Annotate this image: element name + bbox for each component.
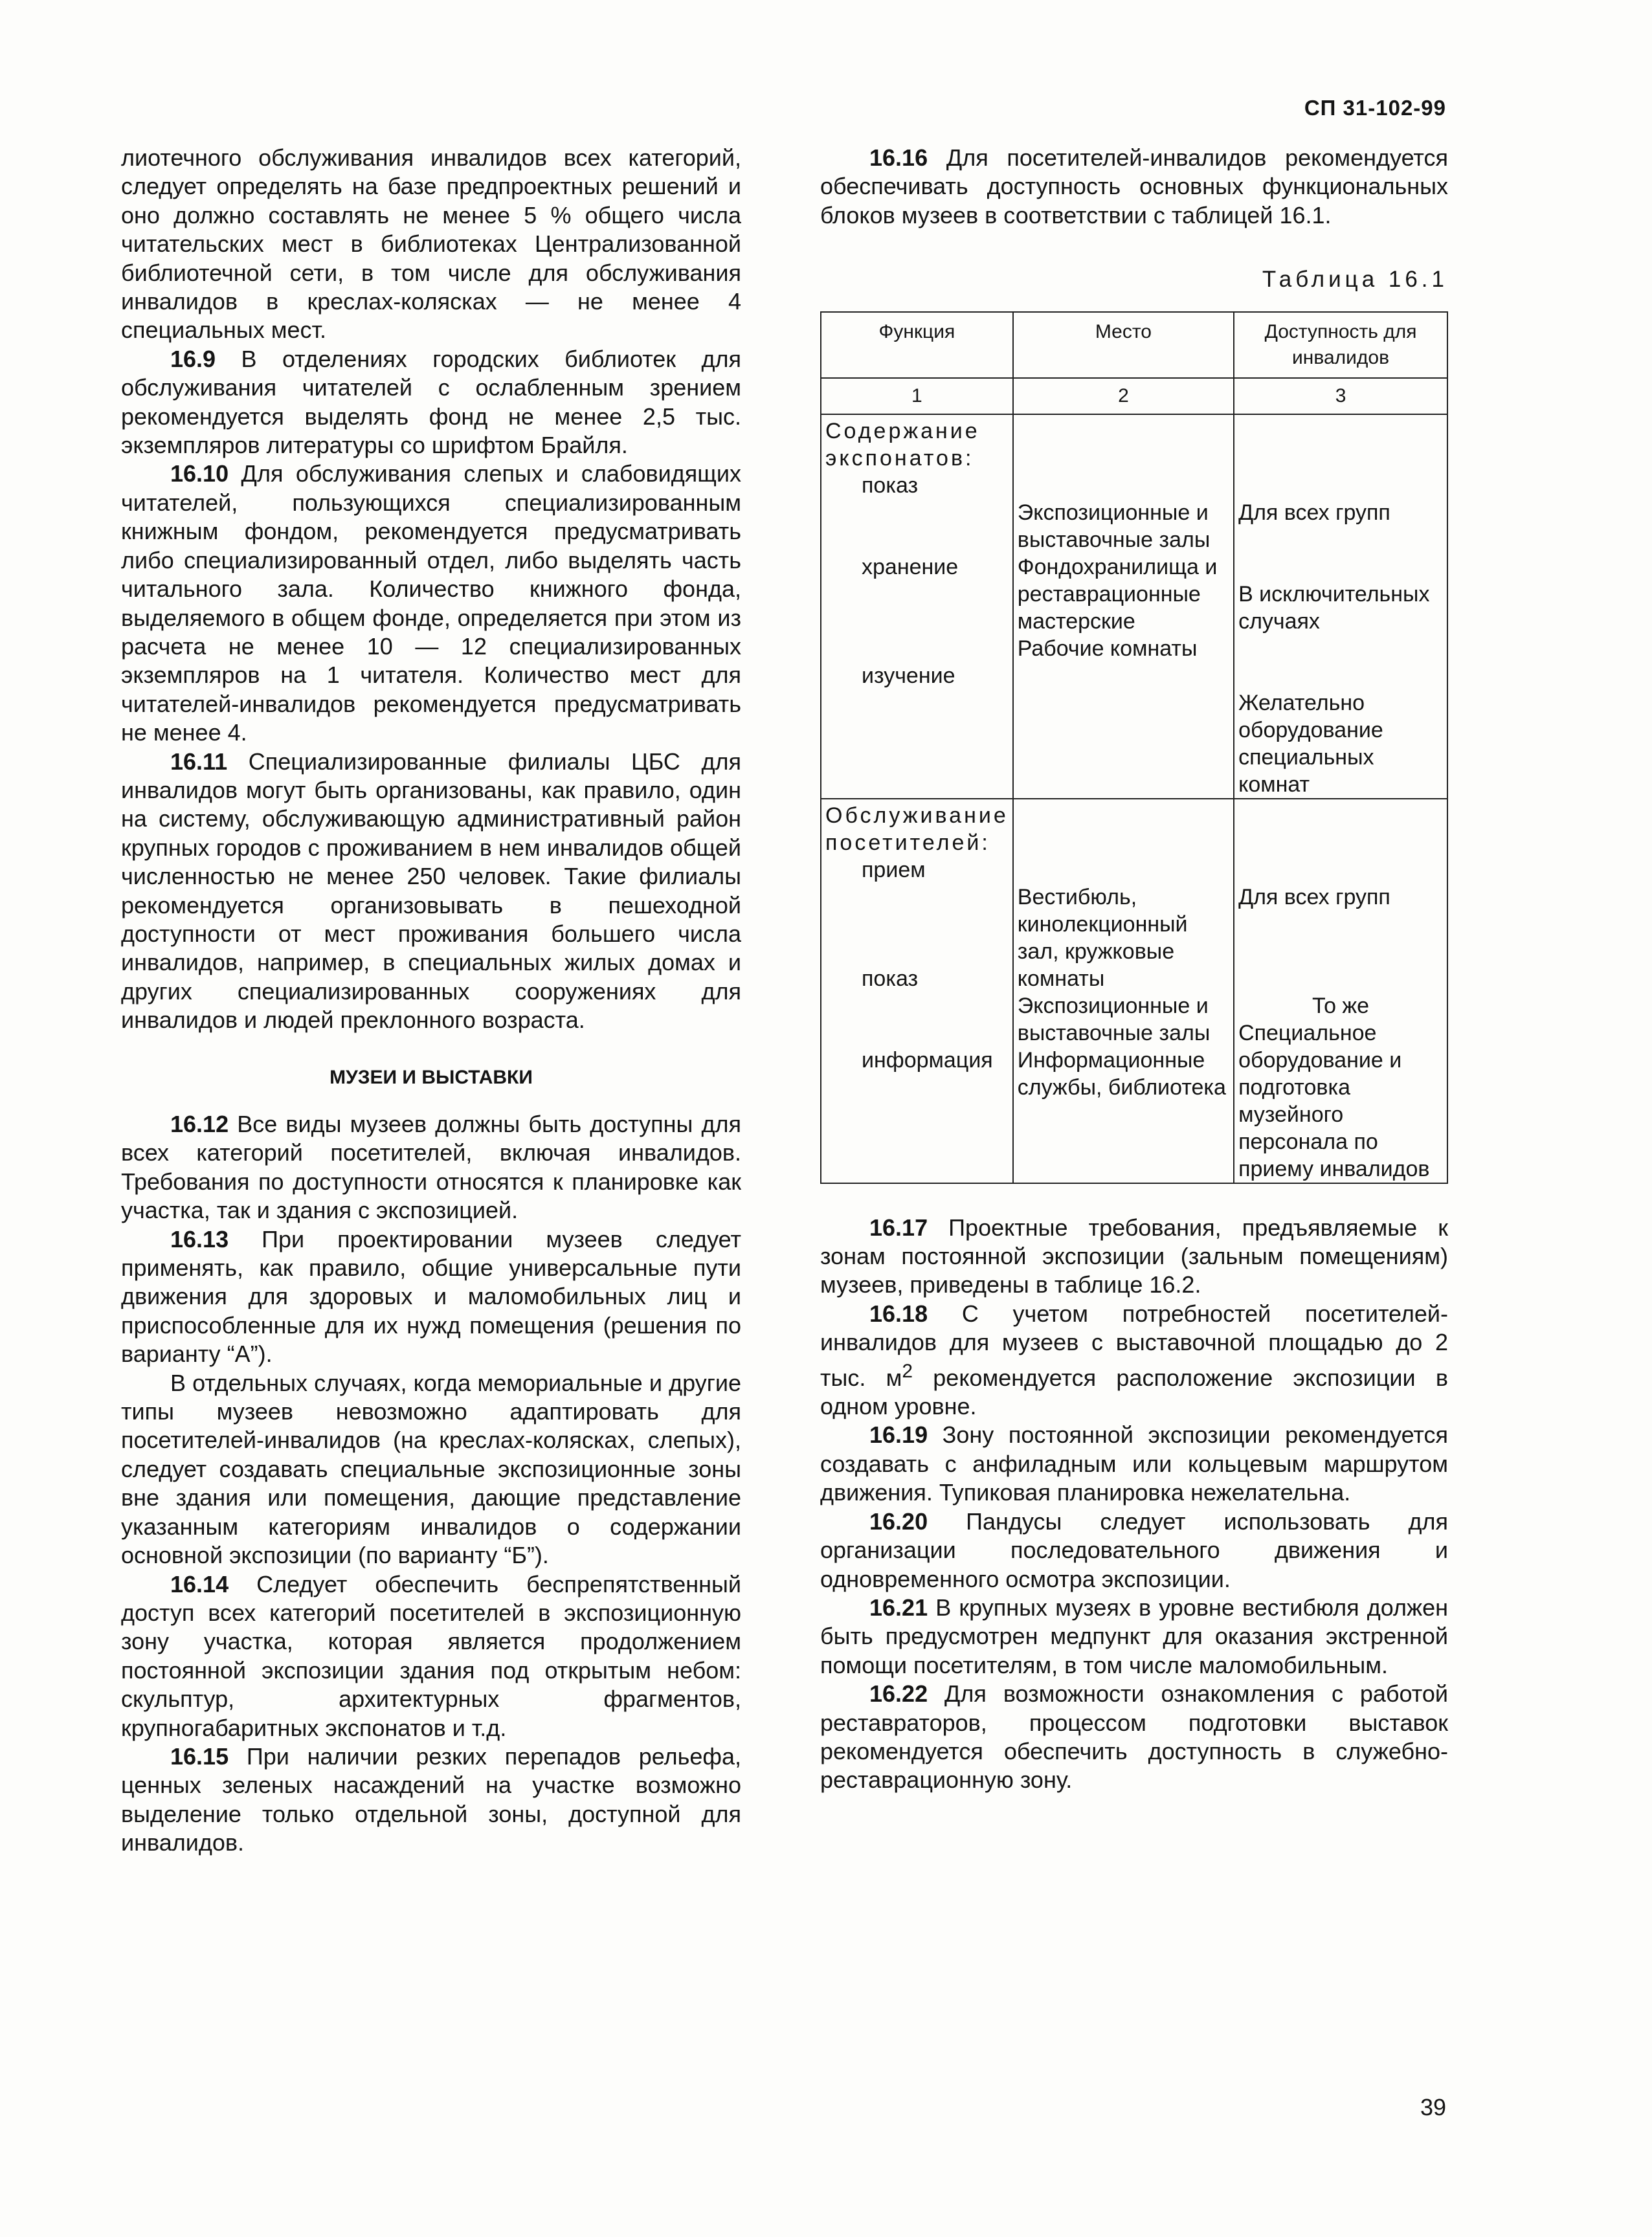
clause-number: 16.17: [869, 1214, 928, 1241]
page-number: 39: [1420, 2094, 1446, 2120]
table-header-cell: Место: [1013, 312, 1234, 378]
group-title: Содержание экспонатов:: [825, 418, 980, 471]
after-table-text: [820, 1214, 1448, 1795]
clause-text: Пандусы следует использовать для организации последовательного движения и одновременного осмотра экспозиции.: [820, 1508, 1448, 1592]
function-label: показ: [862, 966, 919, 991]
clause-number: 16.9: [170, 345, 216, 372]
paragraph-16-18: [820, 1300, 1448, 1421]
paragraph-16-15: [121, 1742, 741, 1858]
table-cell: [821, 414, 1013, 799]
paragraph-16-12: [121, 1110, 741, 1225]
clause-number: 16.16: [869, 144, 928, 171]
paragraph-16-21: [820, 1594, 1448, 1680]
clause-number: 16.13: [170, 1225, 229, 1252]
paragraph-16-13: [121, 1225, 741, 1369]
table-group-row: [821, 799, 1447, 1183]
column-number: 2: [1013, 378, 1234, 414]
clause-number: 16.15: [170, 1742, 229, 1770]
clause-text: Для обслуживания слепых и слабовидящих читателей, пользующихся специализированным книжным фондом, рекомендуется предусматривать либо специализированный отдел, либо выделять часть читального зала. Количество книжного фонда, выделяемого в общем фонде, определяется при этом из расчета не менее 10 — 12 специализированных экземпляров на 1 читателя. Количество мест для читателей-инвалидов рекомендуется предусматривать не менее 4.: [121, 460, 741, 746]
access-text: Для всех групп: [1238, 884, 1390, 909]
clause-number: 16.18: [869, 1300, 928, 1327]
table-header-row: [821, 312, 1447, 378]
group-title: Обслуживание посетителей:: [825, 803, 1009, 855]
access-text: То же: [1312, 993, 1370, 1018]
paragraph-intro: лиотечного обслуживания инвалидов всех категорий, следует определять на базе предпроектных решений и оно должно составлять не менее 5 % общего числа читательских мест в библиотеках Централизованной библиотечной сети, в том числе для обслуживания инвалидов в креслах-колясках — не менее 4 специальных мест.: [121, 144, 741, 344]
clause-text: С учетом потребностей посетителей-инвалидов для музеев с выставочной площадью до 2 тыс. м: [820, 1300, 1448, 1391]
function-label: показ: [862, 473, 919, 498]
table-title: Таблица 16.1: [1262, 267, 1448, 293]
column-number: 3: [1234, 378, 1447, 414]
place-text: Вестибюль, кинолекционный зал, кружковые комнаты: [1017, 884, 1188, 991]
table-cell: [1234, 414, 1447, 799]
clause-number: 16.10: [170, 460, 229, 487]
paragraph-16-20: [820, 1508, 1448, 1594]
clause-number: 16.19: [869, 1421, 928, 1449]
clause-text: Специализированные филиалы ЦБС для инвалидов могут быть организованы, как правило, один на систему, обслуживающую административный район крупных городов с проживанием в нем инвалидов общей численностью не менее 250 человек. Такие филиалы рекомендуется организовывать в пешеходной доступности от мест проживания большего числа инвалидов, например, в специальных жилых домах и других специализированных сооружениях для инвалидов и людей преклонного возраста.: [121, 748, 741, 1034]
clause-text: В отделениях городских библиотек для обслуживания читателей с ослабленным зрением рекомендуется выделять фонд не менее 2,5 тыс. экземпляров литературы со шрифтом Брайля.: [121, 345, 741, 459]
paragraph-16-11: [121, 748, 741, 1035]
clause-text: Все виды музеев должны быть доступны для всех категорий посетителей, включая инвалидов. Требования по доступности относятся к планировке как участка, так и здания с экспозицией.: [121, 1111, 741, 1224]
table-header-cell: Функция: [821, 312, 1013, 378]
function-label: информация: [862, 1047, 993, 1073]
access-text: Специальное оборудование и подготовка музейного персонала по приему инвалидов: [1238, 1020, 1430, 1181]
place-text: Рабочие комнаты: [1017, 636, 1198, 661]
clause-number: 16.20: [869, 1508, 928, 1535]
clause-text: рекомендуется расположение экспозиции в одном уровне.: [820, 1364, 1448, 1420]
clause-text: При проектировании музеев следует применять, как правило, общие универсальные пути движения для здоровых и маломобильных лиц и приспособленные для их нужд помещения (решения по варианту “А”).: [121, 1225, 741, 1368]
clause-number: 16.11: [170, 748, 228, 775]
clause-number: 16.21: [869, 1594, 928, 1621]
table-cell: [1013, 414, 1234, 799]
table-group-row: [821, 414, 1447, 799]
table-cell: [1013, 799, 1234, 1183]
left-column: [121, 144, 741, 1858]
place-text: Экспозиционные и выставочные залы: [1017, 500, 1211, 552]
place-text: Экспозиционные и выставочные залы: [1017, 993, 1211, 1045]
clause-text: При наличии резких перепадов рельефа, ценных зеленых насаждений на участке возможно выделение только отдельной зоны, доступной для инвалидов.: [121, 1742, 741, 1856]
clause-number: 16.12: [170, 1111, 229, 1137]
clause-number: 16.22: [869, 1680, 928, 1708]
clause-text: В крупных музеях в уровне вестибюля должен быть предусмотрен медпункт для оказания экстренной помощи посетителям, в том числе маломобильным.: [820, 1594, 1448, 1678]
table-number-row: [821, 378, 1447, 414]
clause-number: 16.14: [170, 1570, 229, 1597]
access-text: В исключительных случаях: [1238, 581, 1430, 634]
accessibility-table: [820, 311, 1448, 1184]
place-text: Фондохранилища и реставрационные мастерские: [1017, 554, 1218, 634]
clause-text: Для возможности ознакомления с работой реставраторов, процессом подготовки выставок рекомендуется обеспечить доступность в служебно-реставрационную зону.: [820, 1680, 1448, 1794]
paragraph-16-10: [121, 460, 741, 747]
table-cell: [821, 799, 1013, 1183]
access-text: Для всех групп: [1238, 500, 1390, 525]
function-label: изучение: [862, 663, 955, 688]
section-heading: МУЗЕИ И ВЫСТАВКИ: [329, 1066, 533, 1088]
clause-text: Зону постоянной экспозиции рекомендуется создавать с анфиладным или кольцевым маршрутом движения. Тупиковая планировка нежелательна.: [820, 1421, 1448, 1506]
superscript: 2: [902, 1360, 913, 1382]
clause-text: Для посетителей-инвалидов рекомендуется обеспечивать доступность основных функциональных блоков музеев в соответствии с таблицей 16.1.: [820, 144, 1448, 228]
function-label: прием: [862, 857, 926, 882]
paragraph-16-16: [820, 144, 1448, 230]
right-column: [820, 144, 1448, 1795]
clause-text: Следует обеспечить беспрепятственный доступ всех категорий посетителей в экспозиционную зону участка, которая является продолжением постоянной экспозиции здания под открытым небом: скульптур, архитектурных фрагментов, крупногабаритных экспонатов и т.д.: [121, 1570, 741, 1741]
document-code: СП 31-102-99: [1304, 96, 1446, 120]
clause-text: Проектные требования, предъявляемые к зонам постоянной экспозиции (зальным помещениям) музеев, приведены в таблице 16.2.: [820, 1214, 1448, 1298]
paragraph-16-17: [820, 1214, 1448, 1300]
paragraph-16-14: [121, 1570, 741, 1742]
paragraph-16-9: [121, 345, 741, 460]
function-label: хранение: [862, 554, 959, 579]
paragraph-16-22: [820, 1680, 1448, 1795]
column-number: 1: [821, 378, 1013, 414]
paragraph-16-19: [820, 1421, 1448, 1507]
table-header-cell: Доступность для инвалидов: [1234, 312, 1447, 378]
place-text: Информационные службы, библиотека: [1017, 1047, 1226, 1100]
access-text: Желательно оборудование специальных комнат: [1238, 690, 1383, 797]
paragraph-separate-cases: В отдельных случаях, когда мемориальные и другие типы музеев невозможно адаптировать для посетителей-инвалидов (на креслах-колясках, слепых), следует создавать специальные экспозиционные зоны вне здания или помещения, дающие представление указанным категориям инвалидов о содержании основной экспозиции (по варианту “Б”).: [121, 1369, 741, 1569]
table-cell: [1234, 799, 1447, 1183]
